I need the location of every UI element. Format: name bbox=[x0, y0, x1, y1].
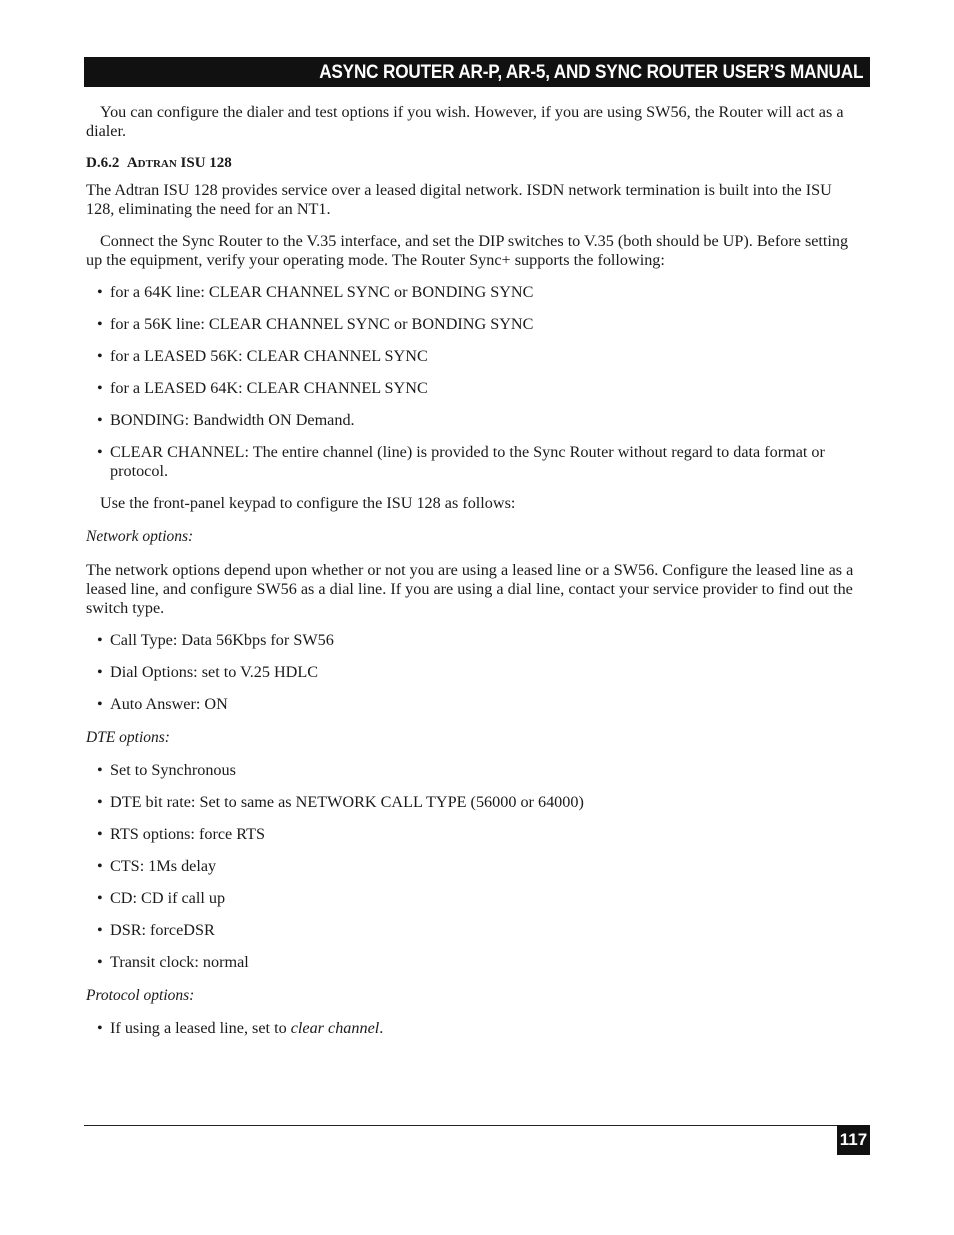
connect-paragraph: Connect the Sync Router to the V.35 interface, and set the DIP switches to V.35 (both should be UP). Before setting up the equipment, verify your operating mode. The Router Sync+ supports the following: bbox=[86, 232, 849, 269]
bullet: • bbox=[97, 379, 103, 397]
list-item bbox=[86, 315, 862, 334]
list-item bbox=[86, 921, 862, 940]
list-item-text: BONDING: Bandwidth ON Demand. bbox=[110, 411, 355, 429]
list-item-text: for a LEASED 64K: CLEAR CHANNEL SYNC bbox=[110, 379, 428, 397]
header-bar bbox=[84, 57, 870, 87]
bullet: • bbox=[97, 1019, 103, 1037]
footer-rule bbox=[84, 1125, 870, 1126]
protocol-options-heading: Protocol options: bbox=[86, 987, 195, 1004]
page-number: 117 bbox=[837, 1125, 870, 1155]
page-content bbox=[86, 103, 862, 1038]
section-name-smallcaps: Adtran bbox=[126, 155, 177, 171]
adtran-description: The Adtran ISU 128 provides service over a leased digital network. ISDN network termination is built into the ISU 128, eliminating the need for an NT1. bbox=[86, 181, 832, 218]
list-item-text: for a 56K line: CLEAR CHANNEL SYNC or BONDING SYNC bbox=[110, 315, 534, 333]
protocol-item-emphasis: clear channel bbox=[290, 1019, 380, 1037]
manual-title: ASYNC ROUTER AR-P, AR-5, AND SYNC ROUTER USER’S MANUAL bbox=[318, 60, 863, 83]
list-item bbox=[86, 761, 862, 780]
list-item bbox=[86, 953, 862, 972]
list-item-text: Set to Synchronous bbox=[110, 761, 236, 779]
list-item bbox=[86, 443, 862, 481]
list-item bbox=[86, 857, 862, 876]
list-item-text: CTS: 1Ms delay bbox=[110, 857, 217, 875]
list-item-text: CD: CD if call up bbox=[110, 889, 226, 907]
bullet: • bbox=[97, 283, 103, 301]
list-item-text: for a LEASED 56K: CLEAR CHANNEL SYNC bbox=[110, 347, 428, 365]
list-item bbox=[86, 283, 862, 302]
bullet: • bbox=[97, 695, 103, 713]
protocol-item-suffix: . bbox=[379, 1019, 384, 1037]
section-number: D.6.2 bbox=[86, 155, 120, 171]
list-item-text: DSR: forceDSR bbox=[110, 921, 215, 939]
bullet: • bbox=[97, 411, 103, 429]
list-item bbox=[86, 631, 862, 650]
section-name-rest: ISU 128 bbox=[180, 155, 232, 171]
bullet: • bbox=[97, 315, 103, 333]
bullet: • bbox=[97, 857, 103, 875]
bullet: • bbox=[97, 921, 103, 939]
list-item bbox=[86, 695, 862, 714]
dte-options-heading: DTE options: bbox=[86, 729, 170, 746]
network-options-paragraph: The network options depend upon whether or not you are using a leased line or a SW56. Configure the leased line as a leased line, and configure SW56 as a dial line. If you are using a dial line, contact your service provider to find out the switch type. bbox=[86, 561, 854, 617]
list-item-text: Auto Answer: ON bbox=[110, 695, 228, 713]
protocol-item-prefix: If using a leased line, set to bbox=[110, 1019, 291, 1037]
list-item bbox=[86, 379, 862, 398]
list-item bbox=[86, 1019, 862, 1038]
bullet: • bbox=[97, 761, 103, 779]
list-item-text: Transit clock: normal bbox=[110, 953, 249, 971]
list-item bbox=[86, 793, 862, 812]
bullet: • bbox=[97, 825, 103, 843]
section-heading bbox=[86, 154, 862, 173]
bullet: • bbox=[97, 793, 103, 811]
list-item bbox=[86, 411, 862, 430]
bullet: • bbox=[97, 631, 103, 649]
bullet: • bbox=[97, 953, 103, 971]
bullet: • bbox=[97, 347, 103, 365]
list-item-text: RTS options: force RTS bbox=[110, 825, 265, 843]
bullet: • bbox=[97, 663, 103, 681]
list-item-text: Call Type: Data 56Kbps for SW56 bbox=[110, 631, 334, 649]
list-item-text: DTE bit rate: Set to same as NETWORK CALL TYPE (56000 or 64000) bbox=[110, 793, 584, 811]
bullet: • bbox=[97, 889, 103, 907]
list-item bbox=[86, 663, 862, 682]
list-item-text: Dial Options: set to V.25 HDLC bbox=[110, 663, 319, 681]
network-options-heading: Network options: bbox=[86, 528, 194, 545]
intro-paragraph: You can configure the dialer and test options if you wish. However, if you are using SW56, the Router will act as a dialer. bbox=[86, 103, 844, 140]
keypad-paragraph: Use the front-panel keypad to configure the ISU 128 as follows: bbox=[100, 494, 516, 512]
list-item-text: CLEAR CHANNEL: The entire channel (line) is provided to the Sync Router without regard to data format or protocol. bbox=[110, 443, 825, 480]
list-item bbox=[86, 889, 862, 908]
list-item-text: for a 64K line: CLEAR CHANNEL SYNC or BONDING SYNC bbox=[110, 283, 534, 301]
bullet: • bbox=[97, 443, 103, 461]
list-item bbox=[86, 825, 862, 844]
list-item bbox=[86, 347, 862, 366]
